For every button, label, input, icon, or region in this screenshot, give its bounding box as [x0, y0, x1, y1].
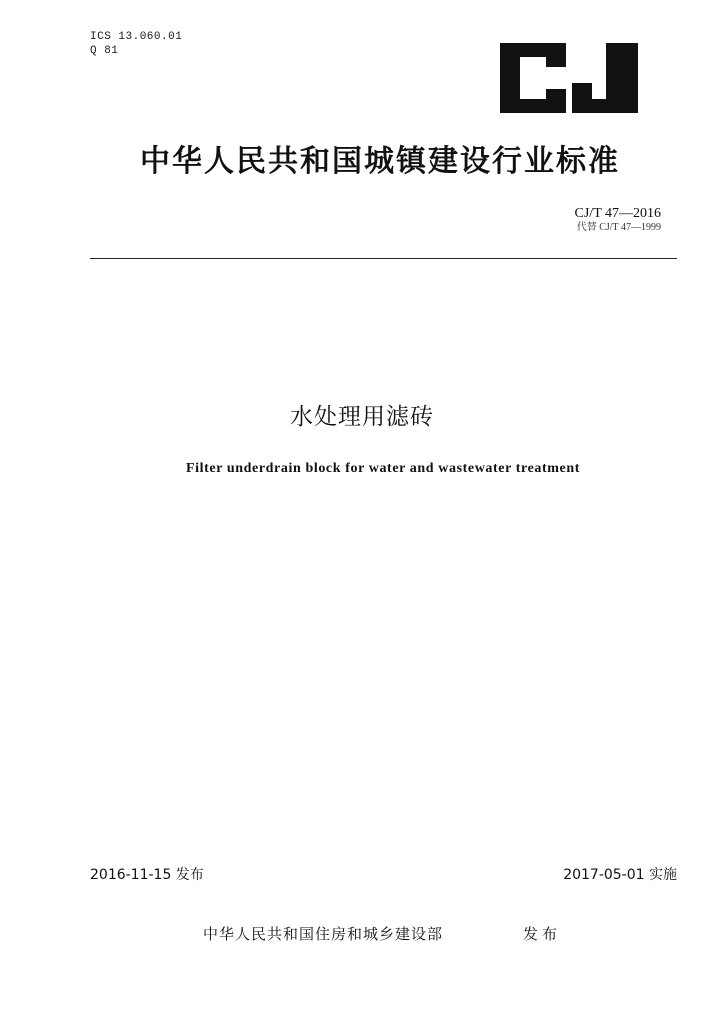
implementation-date: 2017-05-01 实施: [563, 867, 677, 883]
issue-date: 2016-11-15 发布: [90, 867, 204, 883]
header-divider: [90, 258, 677, 259]
issuing-authority: 中华人民共和国住房和城乡建设部: [203, 925, 444, 943]
document-title-chinese: 水处理用滤砖: [290, 404, 434, 430]
ccs-code: Q 81: [90, 45, 119, 57]
document-title-english: Filter underdrain block for water and wastewater treatment: [186, 461, 580, 476]
standard-code: CJ/T 47—2016: [574, 206, 661, 221]
publish-label: 发布: [523, 925, 562, 943]
replaces-code: 代替 CJ/T 47—1999: [576, 222, 661, 233]
standard-number: [575, 206, 661, 234]
cj-logo: [500, 43, 638, 113]
ics-code: ICS 13.060.01: [90, 31, 183, 43]
standard-body-title: 中华人民共和国城镇建设行业标准: [140, 144, 620, 179]
